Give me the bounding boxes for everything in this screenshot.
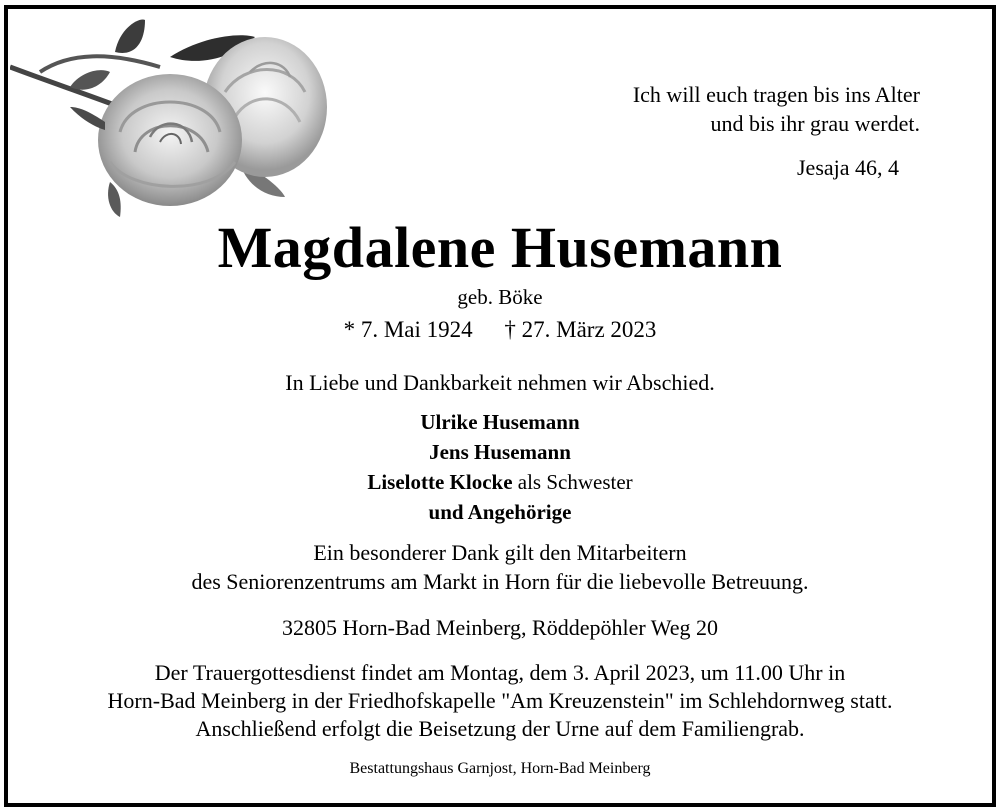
birth-name: geb. Böke: [457, 285, 543, 309]
mourner: und Angehörige: [428, 500, 572, 524]
deceased-name: Magdalene Husemann: [217, 215, 783, 280]
mourner: Ulrike Husemann: [420, 410, 580, 434]
undertaker: Bestattungshaus Garnjost, Horn-Bad Meinberg: [349, 760, 651, 777]
mourner: Jens Husemann: [429, 440, 571, 464]
family-address: 32805 Horn-Bad Meinberg, Röddepöhler Weg 20: [281, 615, 719, 640]
birth-date: * 7. Mai 1924: [343, 317, 473, 342]
farewell-text: In Liebe und Dankbarkeit nehmen wir Abschied.: [285, 370, 715, 395]
death-date: † 27. März 2023: [504, 317, 657, 342]
verse-reference: Jesaja 46, 4: [797, 155, 900, 180]
bible-verse: [633, 80, 920, 138]
life-dates: [0, 317, 1000, 343]
verse-line-2: und bis ihr grau werdet.: [710, 111, 920, 136]
service-details: Der Trauergottesdienst findet am Montag, dem 3. April 2023, um 11.00 Uhr in Horn-Bad Meinberg in der Friedhofskapelle "Am Kreuzenstein" im Schlehdornweg statt. Anschließend erfolgt die Beisetzung der Urne auf dem Familiengrab.: [107, 660, 893, 741]
mourner: Liselotte Klocke als Schwester: [367, 470, 633, 494]
mourners-list: [0, 407, 1000, 527]
thanks-text: Ein besonderer Dank gilt den Mitarbeitern des Seniorenzentrums am Markt in Horn für die liebevolle Betreuung.: [191, 540, 809, 594]
roses-image: [10, 12, 340, 217]
verse-line-1: Ich will euch tragen bis ins Alter: [632, 82, 920, 107]
